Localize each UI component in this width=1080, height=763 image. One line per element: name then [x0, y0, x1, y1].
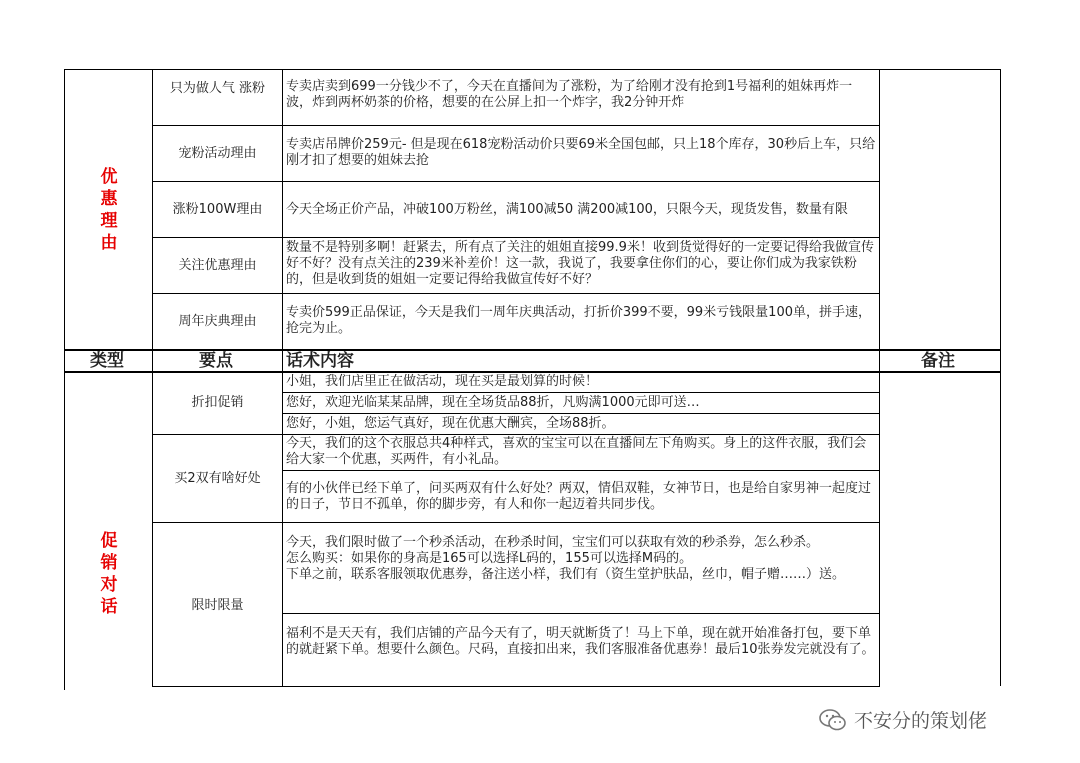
grid-line [1000, 69, 1001, 686]
category-promotion-dialogue: 促 销 对 话 [100, 531, 118, 617]
grid-line [152, 237, 880, 238]
script-text: 福利不是天天有，我们店铺的产品今天有了，明天就断货了！马上下单，现在就开始准备打包，要下单的就赶紧下单。想要什么颜色。尺码，直接扣出来，我们客服准备优惠券！最后10张券发完就没有了。 [286, 626, 875, 657]
watermark [818, 706, 987, 733]
grid-line [282, 413, 880, 414]
grid-line [282, 69, 283, 686]
grid-line [64, 69, 1001, 70]
grid-line [152, 434, 880, 435]
grid-line [152, 181, 880, 182]
grid-line [152, 125, 880, 126]
script-text: 数量不是特别多啊！赶紧去，所有点了关注的姐姐直接99.9米！收到货觉得好的一定要记得给我做宣传好不好？没有点关注的239米补差价！这一款，我说了，我要拿住你们的心，要让你们成为我家铁粉的，但是收到货的姐姐一定要记得给我做宣传好不好？ [286, 240, 874, 287]
script-text: 您好，小姐，您运气真好，现在优惠大酬宾，全场88折。 [286, 416, 615, 431]
header-type: 类型 [90, 351, 124, 371]
header-script-content: 话术内容 [286, 351, 354, 371]
grid-line [64, 371, 1001, 373]
script-text: 专卖价599正品保证，今天是我们一周年庆典活动，打折价399不要，99米亏钱限量100单，拼手速，抢完为止。 [286, 305, 871, 336]
script-text: 今天全场正价产品，冲破100万粉丝，满100减50 满200减100，只限今天，现货发售，数量有限 [286, 202, 848, 217]
grid-line [282, 470, 880, 471]
key-point-cell: 买2双有啥好处 [174, 471, 261, 486]
header-remark: 备注 [921, 351, 955, 371]
grid-line [152, 293, 880, 294]
script-text: 今天，我们限时做了一个秒杀活动，在秒杀时间，宝宝们可以获取有效的秒杀券，怎么秒杀。 怎么购买：如果你的身高是165可以选择L码的，155可以选择M码的。 下单之前，联系客服领取优惠券，备注送小样，我们有（资生堂护肤品，丝巾，帽子赠……）送。 [286, 535, 846, 582]
script-text: 专卖店卖到699一分钱少不了，今天在直播间为了涨粉，为了给刚才没有抢到1号福利的姐妹再炸一波，炸到两杯奶茶的价格，想要的在公屏上扣一个炸字，我2分钟开炸 [286, 79, 853, 110]
grid-line [152, 686, 880, 687]
script-text: 今天，我们的这个衣服总共4种样式，喜欢的宝宝可以在直播间左下角购买。身上的这件衣服，我们会给大家一个优惠，买两件，有小礼品。 [286, 436, 867, 467]
watermark-text: 不安分的策划佬 [854, 710, 988, 732]
header-key-point: 要点 [199, 351, 233, 371]
grid-line [282, 613, 880, 614]
script-text: 小姐，我们店里正在做活动，现在买是最划算的时候！ [286, 374, 599, 389]
key-point-cell: 关注优惠理由 [178, 258, 257, 273]
category-discount-reason: 优 惠 理 由 [100, 167, 118, 253]
wechat-icon [818, 708, 848, 732]
key-point-cell: 周年庆典理由 [178, 314, 257, 329]
key-point-cell: 折扣促销 [191, 395, 244, 410]
key-point-cell: 涨粉100W理由 [172, 202, 263, 217]
grid-line [879, 69, 880, 686]
key-point-cell: 限时限量 [191, 598, 244, 613]
grid-line [282, 392, 880, 393]
script-text: 有的小伙伴已经下单了，问买两双有什么好处？两双，情侣双鞋，女神节日，也是给自家男神一起度过的日子，节日不孤单，你的脚步旁，有人和你一起迈着共同步伐。 [286, 481, 872, 512]
key-point-cell: 只为做人气 涨粉 [169, 81, 266, 96]
script-text: 您好，欢迎光临某某品牌，现在全场货品88折，凡购满1000元即可送… [286, 395, 700, 410]
grid-line [152, 522, 880, 523]
key-point-cell: 宠粉活动理由 [178, 146, 257, 161]
script-text: 专卖店吊牌价259元- 但是现在618宠粉活动价只要69米全国包邮，只上18个库存，30秒后上车，只给刚才扣了想要的姐妹去抢 [286, 137, 876, 168]
